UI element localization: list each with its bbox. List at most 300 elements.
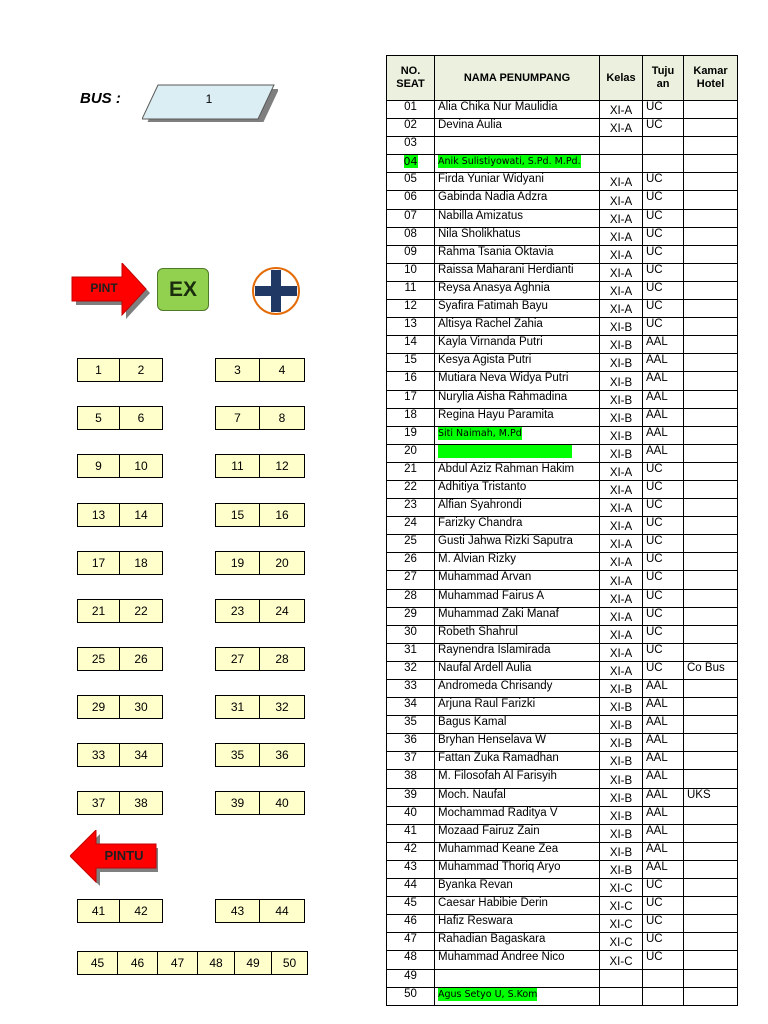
seat[interactable]: 37 xyxy=(77,791,120,815)
seat[interactable]: 1 xyxy=(77,358,120,382)
first-aid-icon xyxy=(251,266,301,316)
passenger-name-cell: Hafiz Reswara xyxy=(435,915,600,933)
passenger-name-cell: Adhitiya Tristanto xyxy=(435,480,600,498)
seat[interactable]: 28 xyxy=(260,647,305,671)
passenger-name-cell: Caesar Habibie Derin xyxy=(435,897,600,915)
kelas-cell: XI-A xyxy=(600,535,643,553)
table-row xyxy=(387,607,738,625)
kamar-cell xyxy=(684,680,738,698)
seat[interactable]: 10 xyxy=(120,454,163,478)
seat[interactable]: 26 xyxy=(120,647,163,671)
tujuan-cell: UC xyxy=(643,607,684,625)
kamar-cell xyxy=(684,426,738,444)
seat[interactable]: 36 xyxy=(260,743,305,767)
seat-number-cell: 05 xyxy=(387,173,435,191)
table-row xyxy=(387,553,738,571)
passenger-name-cell: M. Alvian Rizky xyxy=(435,553,600,571)
seat-number-cell: 15 xyxy=(387,354,435,372)
highlighted-name: Agus Setyo U, S.Kom xyxy=(438,988,538,1000)
table-row xyxy=(387,643,738,661)
passenger-name-cell: Syafira Fatimah Bayu xyxy=(435,300,600,318)
table-row xyxy=(387,480,738,498)
kelas-cell: XI-C xyxy=(600,879,643,897)
passenger-name-cell: Byanka Revan xyxy=(435,879,600,897)
seat-number-cell: 47 xyxy=(387,933,435,951)
kelas-cell: XI-B xyxy=(600,752,643,770)
seat[interactable]: 14 xyxy=(120,503,163,527)
tujuan-cell: UC xyxy=(643,951,684,969)
tujuan-cell: UC xyxy=(643,318,684,336)
seat-number-cell: 14 xyxy=(387,336,435,354)
seat[interactable]: 15 xyxy=(215,503,260,527)
passenger-name-cell: Fattan Zuka Ramadhan xyxy=(435,752,600,770)
kelas-cell: XI-A xyxy=(600,173,643,191)
seat-pair xyxy=(77,551,163,575)
table-row xyxy=(387,408,738,426)
passenger-name-cell: Alfian Syahrondi xyxy=(435,499,600,517)
seat-number-cell: 40 xyxy=(387,806,435,824)
pint-arrow[interactable] xyxy=(70,263,150,319)
kamar-cell xyxy=(684,191,738,209)
table-row xyxy=(387,806,738,824)
seat[interactable]: 35 xyxy=(215,743,260,767)
seat-number-cell: 31 xyxy=(387,643,435,661)
seat[interactable]: 31 xyxy=(215,695,260,719)
tujuan-cell: UC xyxy=(643,281,684,299)
seat[interactable]: 43 xyxy=(215,899,260,923)
kelas-cell: XI-A xyxy=(600,191,643,209)
seat-number-cell: 18 xyxy=(387,408,435,426)
kelas-cell: XI-B xyxy=(600,426,643,444)
seat-number-cell: 42 xyxy=(387,842,435,860)
tujuan-cell: UC xyxy=(643,517,684,535)
seat-number-cell: 44 xyxy=(387,879,435,897)
seat-number-cell: 43 xyxy=(387,860,435,878)
table-row xyxy=(387,589,738,607)
kamar-cell xyxy=(684,969,738,987)
seat-pair xyxy=(77,406,163,430)
passenger-name-cell: Raissa Maharani Herdianti xyxy=(435,263,600,281)
table-row xyxy=(387,698,738,716)
seat[interactable]: 47 xyxy=(158,951,198,975)
pintu-label: PINTU xyxy=(104,848,144,863)
passenger-name-cell: Bryhan Henselava W xyxy=(435,734,600,752)
passenger-name-cell: Muhammad Fairus A xyxy=(435,589,600,607)
tujuan-cell xyxy=(643,987,684,1005)
seat[interactable]: 49 xyxy=(235,951,272,975)
kamar-cell xyxy=(684,300,738,318)
seat-number-cell: 33 xyxy=(387,680,435,698)
kelas-cell: XI-B xyxy=(600,842,643,860)
passenger-name-cell: Muhammad Arvan xyxy=(435,571,600,589)
pint-label: PINT xyxy=(90,281,118,295)
table-row xyxy=(387,263,738,281)
kelas-cell: XI-B xyxy=(600,372,643,390)
seat[interactable]: 44 xyxy=(260,899,305,923)
seat[interactable]: 8 xyxy=(260,406,305,430)
seat[interactable]: 48 xyxy=(198,951,235,975)
seat-number-cell xyxy=(387,155,435,173)
seat[interactable]: 21 xyxy=(77,599,120,623)
table-row xyxy=(387,137,738,155)
seat[interactable]: 27 xyxy=(215,647,260,671)
kelas-cell: XI-B xyxy=(600,824,643,842)
kelas-cell: XI-B xyxy=(600,444,643,462)
passenger-name-cell: Reysa Anasya Aghnia xyxy=(435,281,600,299)
tujuan-cell: UC xyxy=(643,499,684,517)
passenger-name-cell: Gusti Jahwa Rizki Saputra xyxy=(435,535,600,553)
kelas-cell: XI-A xyxy=(600,263,643,281)
seat-number-cell: 19 xyxy=(387,426,435,444)
passenger-name-cell: Muhammad Thoriq Aryo xyxy=(435,860,600,878)
tujuan-cell: UC xyxy=(643,480,684,498)
seat-pair xyxy=(215,551,305,575)
kelas-cell: XI-A xyxy=(600,462,643,480)
passenger-name-cell: Regina Hayu Paramita xyxy=(435,408,600,426)
kelas-cell: XI-B xyxy=(600,354,643,372)
seat-pair xyxy=(215,647,305,671)
kamar-cell xyxy=(684,951,738,969)
seat-number-cell: 03 xyxy=(387,137,435,155)
seat[interactable]: 4 xyxy=(260,358,305,382)
table-header-row xyxy=(387,56,738,101)
kamar-cell xyxy=(684,607,738,625)
seat-pair xyxy=(215,899,305,923)
kamar-cell xyxy=(684,842,738,860)
tujuan-cell: AAL xyxy=(643,806,684,824)
kelas-cell: XI-B xyxy=(600,716,643,734)
seat-number-cell: 34 xyxy=(387,698,435,716)
tujuan-cell: UC xyxy=(643,209,684,227)
table-row xyxy=(387,969,738,987)
passenger-name-cell xyxy=(435,155,600,173)
passenger-name-cell: Robeth Shahrul xyxy=(435,625,600,643)
passenger-name-cell xyxy=(435,444,600,462)
seat-number-cell: 36 xyxy=(387,734,435,752)
seat[interactable]: 9 xyxy=(77,454,120,478)
kamar-cell xyxy=(684,806,738,824)
kamar-cell xyxy=(684,101,738,119)
passenger-name-cell xyxy=(435,426,600,444)
highlighted-name xyxy=(438,445,572,458)
table-row xyxy=(387,625,738,643)
tujuan-cell: UC xyxy=(643,535,684,553)
back-row-seats xyxy=(77,951,308,975)
seat-pair xyxy=(77,695,163,719)
seat-pair xyxy=(77,647,163,671)
seat-number-cell: 21 xyxy=(387,462,435,480)
tujuan-cell: AAL xyxy=(643,680,684,698)
table-row xyxy=(387,372,738,390)
kelas-cell: XI-A xyxy=(600,589,643,607)
seat-number-cell: 02 xyxy=(387,119,435,137)
seat[interactable]: 18 xyxy=(120,551,163,575)
seat[interactable]: 33 xyxy=(77,743,120,767)
tujuan-cell: UC xyxy=(643,643,684,661)
kamar-cell xyxy=(684,716,738,734)
kamar-cell xyxy=(684,879,738,897)
kamar-cell xyxy=(684,571,738,589)
kelas-cell: XI-B xyxy=(600,680,643,698)
seat-number-cell: 37 xyxy=(387,752,435,770)
kamar-cell xyxy=(684,462,738,480)
kelas-cell: XI-A xyxy=(600,480,643,498)
seat-number-cell: 10 xyxy=(387,263,435,281)
seat-pair xyxy=(215,599,305,623)
kamar-cell xyxy=(684,408,738,426)
tujuan-cell: UC xyxy=(643,191,684,209)
passenger-name-cell xyxy=(435,987,600,1005)
seat-pair xyxy=(77,743,163,767)
kamar-cell xyxy=(684,318,738,336)
seat[interactable]: 6 xyxy=(120,406,163,430)
kamar-cell xyxy=(684,155,738,173)
seat-number-cell: 46 xyxy=(387,915,435,933)
header-no-seat: NO. SEAT xyxy=(387,56,435,101)
table-row xyxy=(387,842,738,860)
seat[interactable]: 46 xyxy=(118,951,158,975)
seat[interactable]: 7 xyxy=(215,406,260,430)
seat[interactable]: 32 xyxy=(260,695,305,719)
seat-number-cell: 48 xyxy=(387,951,435,969)
kelas-cell: XI-C xyxy=(600,933,643,951)
seat-number-cell: 24 xyxy=(387,517,435,535)
table-row xyxy=(387,499,738,517)
kamar-cell xyxy=(684,336,738,354)
table-row xyxy=(387,716,738,734)
seat[interactable]: 34 xyxy=(120,743,163,767)
passenger-name-cell xyxy=(435,969,600,987)
seat[interactable]: 5 xyxy=(77,406,120,430)
kamar-cell xyxy=(684,933,738,951)
kelas-cell xyxy=(600,987,643,1005)
tujuan-cell: AAL xyxy=(643,444,684,462)
passenger-name-cell: Alia Chika Nur Maulidia xyxy=(435,101,600,119)
table-row xyxy=(387,191,738,209)
seat-number-cell: 01 xyxy=(387,101,435,119)
passenger-name-cell: Mozaad Fairuz Zain xyxy=(435,824,600,842)
kamar-cell xyxy=(684,698,738,716)
seat[interactable]: 20 xyxy=(260,551,305,575)
seat-number-cell: 28 xyxy=(387,589,435,607)
passenger-name-cell: Muhammad Andree Nico xyxy=(435,951,600,969)
tujuan-cell xyxy=(643,155,684,173)
table-row xyxy=(387,155,738,173)
tujuan-cell: AAL xyxy=(643,860,684,878)
kelas-cell: XI-A xyxy=(600,643,643,661)
passenger-name-cell: M. Filosofah Al Farisyih xyxy=(435,770,600,788)
seat[interactable]: 3 xyxy=(215,358,260,382)
kelas-cell: XI-A xyxy=(600,499,643,517)
seat-number-cell: 45 xyxy=(387,897,435,915)
kelas-cell: XI-B xyxy=(600,318,643,336)
tujuan-cell: UC xyxy=(643,661,684,679)
kamar-cell xyxy=(684,173,738,191)
kelas-cell xyxy=(600,969,643,987)
seat-number-cell: 09 xyxy=(387,245,435,263)
tujuan-cell: UC xyxy=(643,245,684,263)
passenger-name-cell: Mochammad Raditya V xyxy=(435,806,600,824)
passenger-name-cell: Arjuna Raul Farizki xyxy=(435,698,600,716)
kamar-cell xyxy=(684,480,738,498)
seat[interactable]: 25 xyxy=(77,647,120,671)
passenger-name-cell: Nila Sholikhatus xyxy=(435,227,600,245)
seat-pair xyxy=(215,406,305,430)
header-nama-penumpang: NAMA PENUMPANG xyxy=(435,56,600,101)
seat[interactable]: 41 xyxy=(77,899,120,923)
header-tujuan: Tuju an xyxy=(643,56,684,101)
header-kamar-hotel: Kamar Hotel xyxy=(684,56,738,101)
tujuan-cell: UC xyxy=(643,879,684,897)
table-row xyxy=(387,336,738,354)
table-row xyxy=(387,426,738,444)
table-row xyxy=(387,734,738,752)
seat-pair xyxy=(77,899,163,923)
seat[interactable]: 22 xyxy=(120,599,163,623)
kelas-cell: XI-A xyxy=(600,553,643,571)
seat-pair xyxy=(215,695,305,719)
seat[interactable]: 12 xyxy=(260,454,305,478)
tujuan-cell: UC xyxy=(643,589,684,607)
kelas-cell: XI-C xyxy=(600,951,643,969)
tujuan-cell: UC xyxy=(643,227,684,245)
tujuan-cell: UC xyxy=(643,300,684,318)
table-row xyxy=(387,987,738,1005)
passenger-name-cell: Devina Aulia xyxy=(435,119,600,137)
kamar-cell xyxy=(684,770,738,788)
seat[interactable]: 13 xyxy=(77,503,120,527)
table-row xyxy=(387,173,738,191)
seat-pair xyxy=(77,503,163,527)
kelas-cell: XI-A xyxy=(600,625,643,643)
table-row xyxy=(387,824,738,842)
table-row xyxy=(387,788,738,806)
tujuan-cell: UC xyxy=(643,571,684,589)
table-row xyxy=(387,535,738,553)
tujuan-cell: AAL xyxy=(643,372,684,390)
table-row xyxy=(387,444,738,462)
passenger-name-cell: Naufal Ardell Aulia xyxy=(435,661,600,679)
kamar-cell xyxy=(684,372,738,390)
passenger-table xyxy=(386,55,738,1006)
kamar-cell xyxy=(684,897,738,915)
seat-number-cell: 39 xyxy=(387,788,435,806)
seat-pair xyxy=(77,454,163,478)
tujuan-cell: AAL xyxy=(643,354,684,372)
kamar-cell xyxy=(684,209,738,227)
seat-number-cell: 38 xyxy=(387,770,435,788)
seat-number-cell: 08 xyxy=(387,227,435,245)
seat-number-cell: 12 xyxy=(387,300,435,318)
kamar-cell xyxy=(684,119,738,137)
passenger-name-cell: Mutiara Neva Widya Putri xyxy=(435,372,600,390)
tujuan-cell xyxy=(643,969,684,987)
kamar-cell xyxy=(684,643,738,661)
kelas-cell: XI-A xyxy=(600,209,643,227)
kamar-cell xyxy=(684,444,738,462)
passenger-name-cell: Muhammad Zaki Manaf xyxy=(435,607,600,625)
seat[interactable]: 2 xyxy=(120,358,163,382)
tujuan-cell: UC xyxy=(643,933,684,951)
kamar-cell xyxy=(684,752,738,770)
table-row xyxy=(387,119,738,137)
passenger-name-cell: Muhammad Keane Zea xyxy=(435,842,600,860)
kelas-cell xyxy=(600,155,643,173)
kamar-cell xyxy=(684,281,738,299)
kamar-cell: Co Bus xyxy=(684,661,738,679)
highlighted-seat-number: 04 xyxy=(403,155,418,169)
tujuan-cell: UC xyxy=(643,553,684,571)
passenger-name-cell: Nurylia Aisha Rahmadina xyxy=(435,390,600,408)
kelas-cell: XI-A xyxy=(600,517,643,535)
kamar-cell: UKS xyxy=(684,788,738,806)
kamar-cell xyxy=(684,390,738,408)
seat[interactable]: 24 xyxy=(260,599,305,623)
exit-button[interactable]: EX xyxy=(157,268,209,311)
passenger-name-cell: Rahma Tsania Oktavia xyxy=(435,245,600,263)
seat-number-cell: 07 xyxy=(387,209,435,227)
seat[interactable]: 11 xyxy=(215,454,260,478)
highlighted-name: Anik Sulistiyowati, S.Pd. M.Pd. xyxy=(438,156,581,168)
seat-pair xyxy=(215,358,305,382)
kelas-cell xyxy=(600,137,643,155)
bus-number: 1 xyxy=(205,92,213,106)
passenger-name-cell: Kayla Virnanda Putri xyxy=(435,336,600,354)
table-row xyxy=(387,571,738,589)
kelas-cell: XI-B xyxy=(600,698,643,716)
table-row xyxy=(387,227,738,245)
seat[interactable]: 19 xyxy=(215,551,260,575)
seat[interactable]: 23 xyxy=(215,599,260,623)
kelas-cell: XI-B xyxy=(600,390,643,408)
passenger-name-cell: Abdul Aziz Rahman Hakim xyxy=(435,462,600,480)
seat-number-cell: 20 xyxy=(387,444,435,462)
tujuan-cell: UC xyxy=(643,101,684,119)
seat[interactable]: 29 xyxy=(77,695,120,719)
seat[interactable]: 42 xyxy=(120,899,163,923)
table-row xyxy=(387,915,738,933)
pintu-arrow[interactable] xyxy=(70,830,160,886)
tujuan-cell: AAL xyxy=(643,390,684,408)
kelas-cell: XI-B xyxy=(600,734,643,752)
table-row xyxy=(387,354,738,372)
seat[interactable]: 45 xyxy=(77,951,118,975)
seat-number-cell: 32 xyxy=(387,661,435,679)
seat-pair xyxy=(77,791,163,815)
seat[interactable]: 17 xyxy=(77,551,120,575)
seat[interactable]: 16 xyxy=(260,503,305,527)
seat-number-cell: 11 xyxy=(387,281,435,299)
seat-number-cell: 23 xyxy=(387,499,435,517)
tujuan-cell xyxy=(643,137,684,155)
table-row xyxy=(387,300,738,318)
seat[interactable]: 39 xyxy=(215,791,260,815)
seat[interactable]: 30 xyxy=(120,695,163,719)
table-row xyxy=(387,318,738,336)
passenger-name-cell: Andromeda Chrisandy xyxy=(435,680,600,698)
seat[interactable]: 38 xyxy=(120,791,163,815)
tujuan-cell: AAL xyxy=(643,698,684,716)
seat-number-cell: 50 xyxy=(387,987,435,1005)
tujuan-cell: AAL xyxy=(643,842,684,860)
bus-label: BUS : xyxy=(80,90,121,107)
kamar-cell xyxy=(684,734,738,752)
kelas-cell: XI-B xyxy=(600,806,643,824)
seat[interactable]: 50 xyxy=(272,951,308,975)
table-row xyxy=(387,245,738,263)
seat[interactable]: 40 xyxy=(260,791,305,815)
kelas-cell: XI-A xyxy=(600,607,643,625)
